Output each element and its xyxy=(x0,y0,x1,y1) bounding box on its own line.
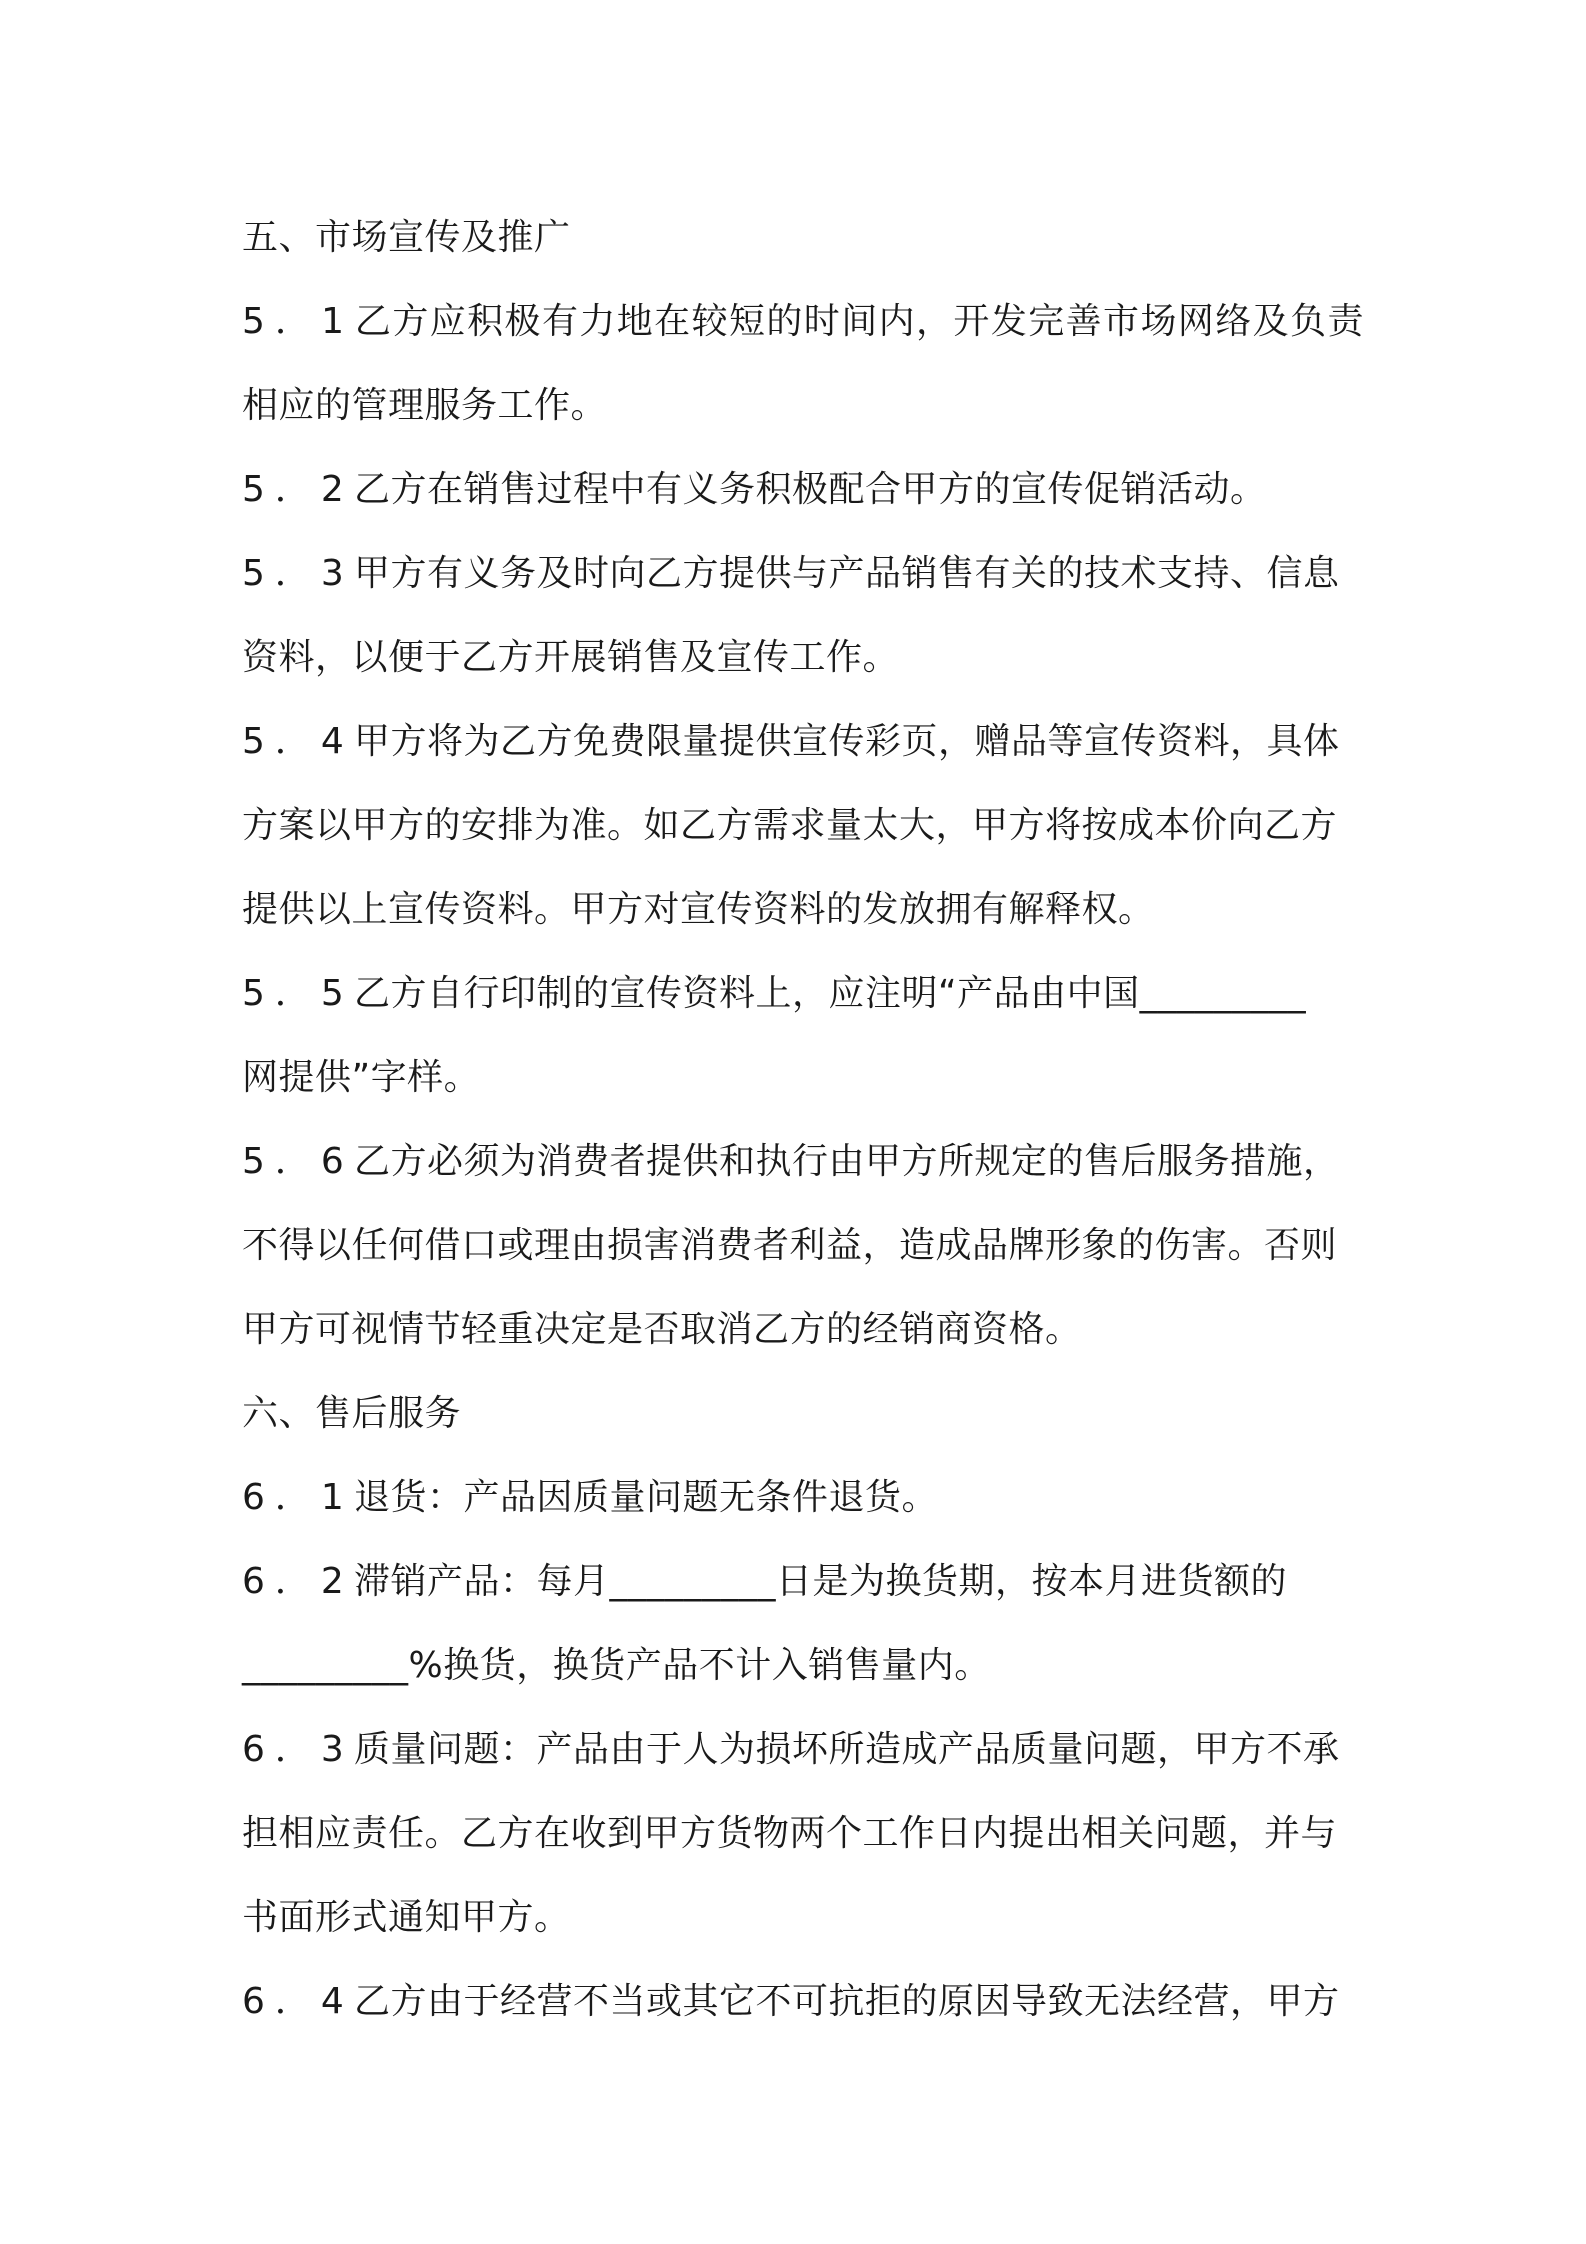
clause-number: 6．4 xyxy=(242,1981,354,2022)
line-text: 担相应责任。乙方在收到甲方货物两个工作日内提出相关问题，并与 xyxy=(242,1813,1338,1854)
line-text: 网提供”字样。 xyxy=(242,1057,481,1098)
clause-continuation xyxy=(242,1876,1364,1960)
line-text: 甲方可视情节轻重决定是否取消乙方的经销商资格。 xyxy=(242,1309,1082,1350)
clause-line xyxy=(242,1708,1364,1792)
clause-line xyxy=(242,1960,1364,2044)
line-text: 资料，以便于乙方开展销售及宣传工作。 xyxy=(242,637,900,678)
line-text: 五、市场宣传及推广 xyxy=(242,217,571,258)
clause-line xyxy=(242,1120,1364,1204)
line-text: 乙方自行印制的宣传资料上，应注明“产品由中国_________ xyxy=(354,973,1307,1014)
clause-number: 5．4 xyxy=(242,721,354,762)
clause-number: 6．2 xyxy=(242,1561,354,1602)
line-text: 滞销产品：每月_________日是为换货期，按本月进货额的 xyxy=(354,1561,1288,1602)
clause-continuation xyxy=(242,1204,1364,1288)
line-text: 乙方必须为消费者提供和执行由甲方所规定的售后服务措施， xyxy=(354,1141,1340,1182)
clause-number: 5．5 xyxy=(242,973,354,1014)
clause-line xyxy=(242,1540,1364,1624)
line-text: 提供以上宣传资料。甲方对宣传资料的发放拥有解释权。 xyxy=(242,889,1155,930)
clause-continuation xyxy=(242,1624,1364,1708)
section-heading xyxy=(242,1372,1364,1456)
clause-line xyxy=(242,448,1364,532)
clause-number: 5．2 xyxy=(242,469,354,510)
line-text: 乙方在销售过程中有义务积极配合甲方的宣传促销活动。 xyxy=(354,469,1267,510)
line-text: 方案以甲方的安排为准。如乙方需求量太大，甲方将按成本价向乙方 xyxy=(242,805,1338,846)
clause-continuation xyxy=(242,868,1364,952)
clause-number: 5．3 xyxy=(242,553,354,594)
line-text: 相应的管理服务工作。 xyxy=(242,385,608,426)
clause-line xyxy=(242,280,1364,364)
clause-number: 6．3 xyxy=(242,1729,354,1770)
line-text: 甲方将为乙方免费限量提供宣传彩页，赠品等宣传资料，具体 xyxy=(354,721,1340,762)
line-text: 书面形式通知甲方。 xyxy=(242,1897,571,1938)
clause-number: 5．1 xyxy=(242,301,354,342)
line-text: 不得以任何借口或理由损害消费者利益，造成品牌形象的伤害。否则 xyxy=(242,1225,1338,1266)
line-text: 退货：产品因质量问题无条件退货。 xyxy=(354,1477,939,1518)
clause-line xyxy=(242,700,1364,784)
line-text: 质量问题：产品由于人为损坏所造成产品质量问题，甲方不承 xyxy=(354,1729,1340,1770)
clause-line xyxy=(242,952,1364,1036)
section-heading xyxy=(242,196,1364,280)
clause-continuation xyxy=(242,364,1364,448)
line-text: 乙方由于经营不当或其它不可抗拒的原因导致无法经营，甲方 xyxy=(354,1981,1340,2022)
clause-continuation xyxy=(242,1036,1364,1120)
clause-line xyxy=(242,1456,1364,1540)
line-text: 乙方应积极有力地在较短的时间内，开发完善市场网络及负责 xyxy=(354,301,1364,342)
clause-continuation xyxy=(242,616,1364,700)
line-text: 六、售后服务 xyxy=(242,1393,462,1434)
clause-continuation xyxy=(242,784,1364,868)
clause-line xyxy=(242,532,1364,616)
clause-number: 6．1 xyxy=(242,1477,354,1518)
line-text: _________%换货，换货产品不计入销售量内。 xyxy=(242,1645,991,1686)
document-body xyxy=(242,196,1364,2044)
clause-number: 5．6 xyxy=(242,1141,354,1182)
clause-continuation xyxy=(242,1792,1364,1876)
line-text: 甲方有义务及时向乙方提供与产品销售有关的技术支持、信息 xyxy=(354,553,1340,594)
clause-continuation xyxy=(242,1288,1364,1372)
